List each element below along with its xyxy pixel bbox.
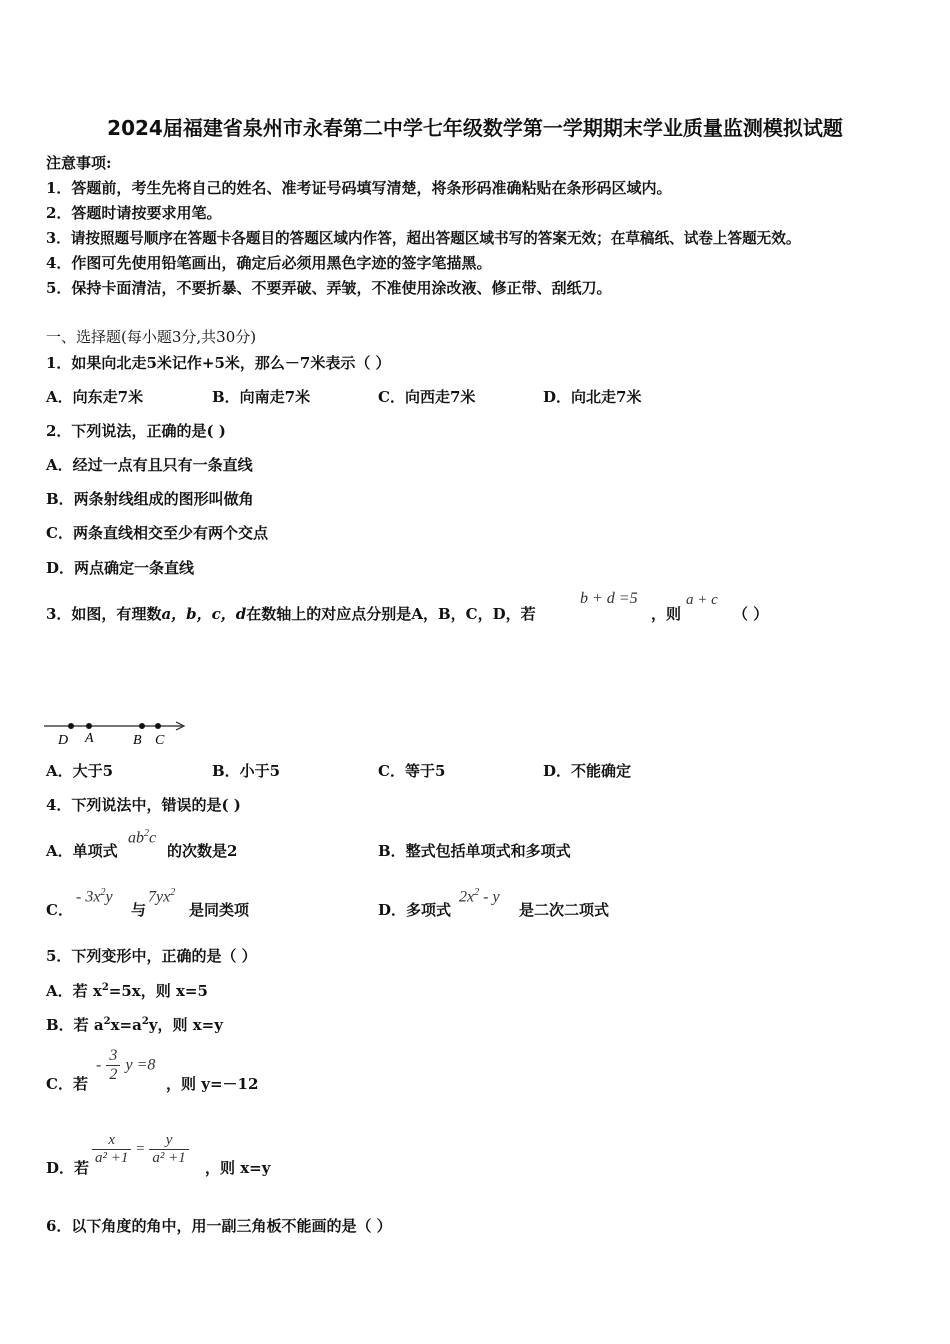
point-d xyxy=(68,723,74,729)
q3-option-c: C．等于5 xyxy=(378,762,446,780)
q4-option-d-prefix: D．多项式 xyxy=(378,901,452,919)
q2-option-c: C．两条直线相交至少有两个交点 xyxy=(46,524,268,542)
q5-d-num1: x xyxy=(92,1132,131,1150)
q4-option-d-expression xyxy=(459,887,500,906)
q3-if: 若 xyxy=(520,605,536,623)
page-title: 2024届福建省泉州市永春第二中学七年级数学第一学期期末学业质量监测模拟试题 xyxy=(107,116,843,140)
q5-a-suffix: =5x，则 x=5 xyxy=(108,982,208,1000)
q3-mid: 在数轴上的对应点分别是 xyxy=(246,605,412,623)
question-2-stem: 2．下列说法，正确的是( ) xyxy=(46,422,226,440)
q3-then: ，则 xyxy=(651,605,682,623)
q1-option-c: C．向西走7米 xyxy=(378,388,476,406)
q5-a-exp: 2 xyxy=(101,982,109,993)
q5-c-minus: - xyxy=(96,1056,102,1074)
question-3-stem xyxy=(46,603,536,624)
q5-b-exp1: 2 xyxy=(103,1016,111,1027)
q3-points: A，B，C，D， xyxy=(411,605,521,623)
q4-option-a-expression xyxy=(128,828,156,847)
notice-item: 3．请按照题号顺序在答题卡各题目的答题区域内作答，超出答题区域书写的答案无效；在草稿纸、试卷上答题无效。 xyxy=(46,230,801,247)
q4-d-exp: 2 xyxy=(474,887,480,898)
q5-b-mid: x=a xyxy=(110,1016,142,1034)
q1-option-a: A．向东走7米 xyxy=(46,388,144,406)
q5-d-den1: a² +1 xyxy=(95,1150,129,1166)
label-d: D xyxy=(58,733,69,748)
q4-option-a-suffix: 的次数是2 xyxy=(167,842,238,860)
q3-expression: a + c xyxy=(686,592,718,608)
q3-vars: a，b，c，d xyxy=(161,605,247,623)
q4-c-expr1-base: - 3x xyxy=(76,888,101,906)
q4-c-expr2-exp: 2 xyxy=(170,887,176,898)
q4-a-exp: 2 xyxy=(144,828,149,839)
q5-b-suffix: y，则 x=y xyxy=(148,1016,223,1034)
q4-a-tail: c xyxy=(149,829,157,847)
q4-option-b: B．整式包括单项式和多项式 xyxy=(378,842,571,860)
q5-d-den2: a² +1 xyxy=(152,1150,186,1166)
notice-item: 4．作图可先使用铅笔画出，确定后必须用黑色字迹的签字笔描黑。 xyxy=(46,254,492,272)
q5-d-num2: y xyxy=(149,1132,188,1150)
q5-d-eq: = xyxy=(136,1141,145,1157)
question-6-stem: 6．以下角度的角中，用一副三角板不能画的是（ ） xyxy=(46,1217,392,1235)
q5-option-d-suffix: ，则 x=y xyxy=(205,1159,271,1177)
q5-option-b xyxy=(46,1014,223,1035)
question-5-stem: 5．下列变形中，正确的是（ ） xyxy=(46,947,257,965)
q3-paren: （ ） xyxy=(733,605,769,623)
question-1-stem: 1．如果向北走5米记作+5米，那么－7米表示（ ） xyxy=(46,354,391,372)
q5-b-prefix: B．若 a xyxy=(46,1016,104,1034)
q3-condition: b + d =5 xyxy=(580,590,638,607)
q5-c-num: 3 xyxy=(106,1047,120,1066)
q3-option-b: B．小于5 xyxy=(212,762,281,780)
q1-option-d: D．向北走7米 xyxy=(543,388,642,406)
q5-option-c-prefix: C．若 xyxy=(46,1075,88,1093)
point-a xyxy=(86,723,92,729)
label-b: B xyxy=(133,733,142,748)
point-c xyxy=(155,723,161,729)
question-4-stem: 4．下列说法中，错误的是( ) xyxy=(46,796,241,814)
q5-b-exp2: 2 xyxy=(141,1016,149,1027)
q4-option-c-expr2 xyxy=(148,887,175,906)
q2-option-b: B．两条射线组成的图形叫做角 xyxy=(46,490,254,508)
q3-prefix: 3．如图，有理数 xyxy=(46,605,162,623)
q5-option-d-prefix: D．若 xyxy=(46,1159,90,1177)
q3-option-d: D．不能确定 xyxy=(543,762,632,780)
q5-option-c-expression xyxy=(96,1047,155,1084)
q5-d-fraction-left xyxy=(92,1132,131,1167)
q4-option-c-expr1 xyxy=(76,887,113,906)
q3-option-a: A．大于5 xyxy=(46,762,114,780)
section-heading: 一、选择题(每小题3分,共30分) xyxy=(46,328,257,346)
number-line-figure xyxy=(44,716,194,750)
point-b xyxy=(139,723,145,729)
q1-option-b: B．向南走7米 xyxy=(212,388,311,406)
q4-option-c-label: C． xyxy=(46,901,73,919)
q4-a-base: ab xyxy=(128,829,144,847)
notice-item: 1．答题前，考生先将自己的姓名、准考证号码填写清楚，将条形码准确粘贴在条形码区域内。 xyxy=(46,179,672,197)
q5-option-a xyxy=(46,980,208,1001)
q5-option-d-expression xyxy=(92,1132,189,1167)
q5-option-c-suffix: ，则 y=－12 xyxy=(166,1075,259,1093)
q4-option-c-mid: 与 xyxy=(131,901,147,919)
q4-option-a-prefix: A．单项式 xyxy=(46,842,118,860)
q5-c-tail: y =8 xyxy=(125,1056,156,1074)
label-a: A xyxy=(85,731,94,746)
q5-c-den: 2 xyxy=(109,1066,118,1083)
notice-item: 2．答题时请按要求用笔。 xyxy=(46,204,222,222)
q2-option-d: D．两点确定一条直线 xyxy=(46,559,195,577)
q4-c-expr1-tail: y xyxy=(105,888,113,906)
q4-option-d-suffix: 是二次二项式 xyxy=(519,901,610,919)
notice-item: 5．保持卡面清洁，不要折暴、不要弄破、弄皱，不准使用涂改液、修正带、刮纸刀。 xyxy=(46,279,612,297)
notice-heading: 注意事项: xyxy=(46,154,112,172)
q5-a-prefix: A．若 x xyxy=(46,982,102,1000)
q5-c-fraction xyxy=(106,1047,120,1084)
q4-c-expr1-exp: 2 xyxy=(100,887,106,898)
q2-option-a: A．经过一点有且只有一条直线 xyxy=(46,456,253,474)
q5-d-fraction-right xyxy=(149,1132,188,1167)
q4-d-base: 2x xyxy=(459,888,475,906)
q4-d-tail: - y xyxy=(479,888,500,906)
q4-option-c-suffix: 是同类项 xyxy=(189,901,250,919)
q4-c-expr2-base: 7yx xyxy=(148,888,171,906)
label-c: C xyxy=(155,733,165,748)
